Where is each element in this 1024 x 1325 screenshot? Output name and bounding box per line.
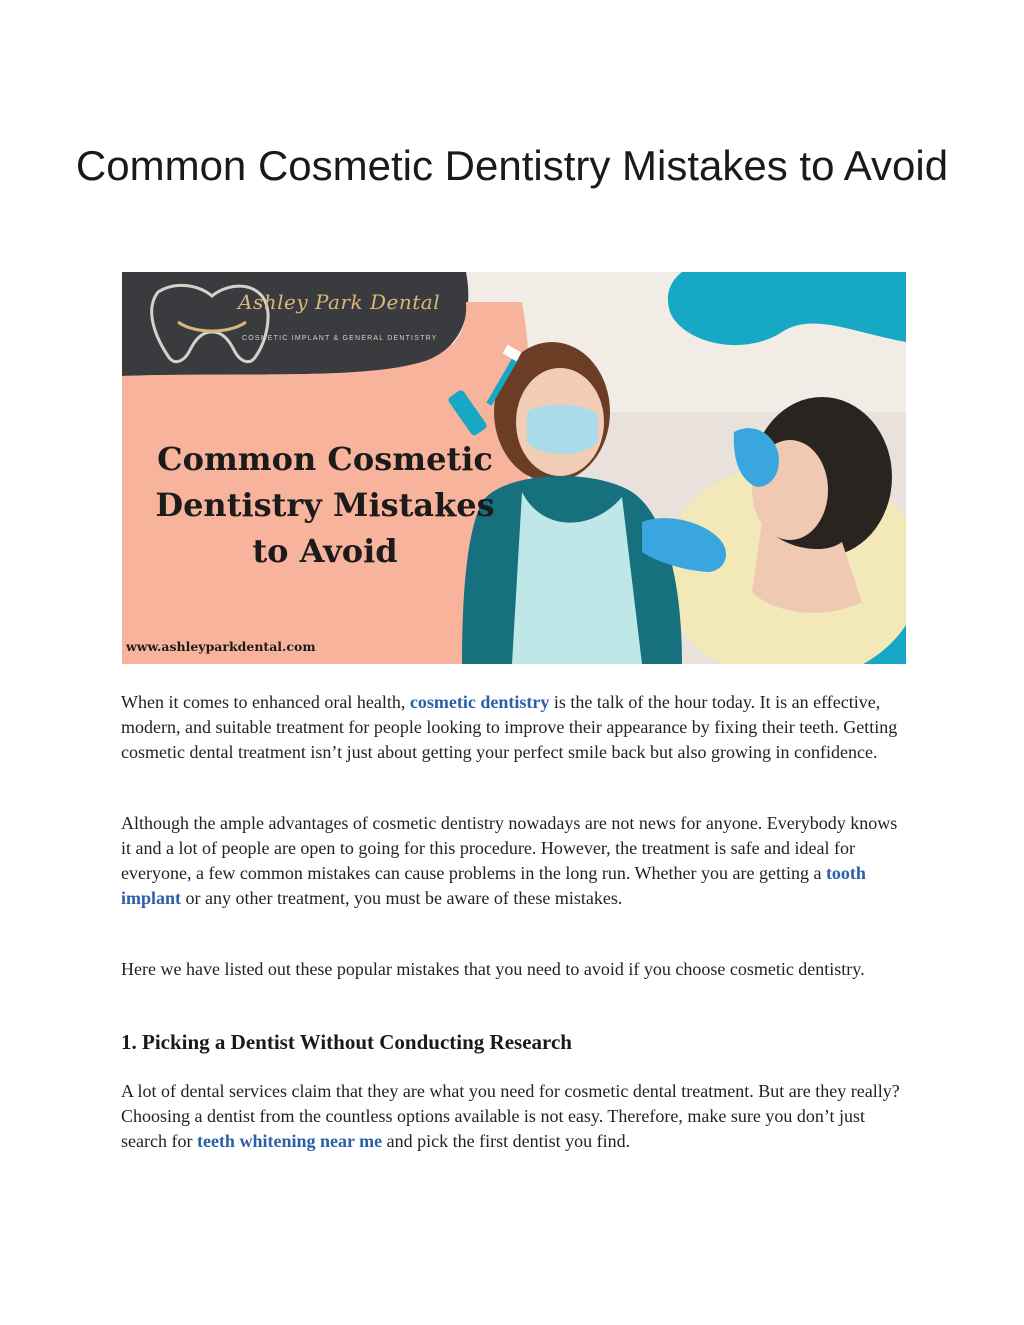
brand-name: Ashley Park Dental xyxy=(238,290,441,314)
paragraph-text: and pick the first dentist you find. xyxy=(382,1131,631,1151)
research-paragraph xyxy=(121,1079,911,1154)
intro-paragraph xyxy=(121,690,911,765)
paragraph-text: When it comes to enhanced oral health, xyxy=(121,692,410,712)
teeth-whitening-link[interactable]: teeth whitening near me xyxy=(196,1131,383,1151)
section-heading-1: 1. Picking a Dentist Without Conducting Research xyxy=(121,1030,572,1054)
tooth-implant-link[interactable]: tooth implant xyxy=(121,863,866,908)
banner-url: www.ashleyparkdental.com xyxy=(126,639,316,654)
paragraph-text: Although the ample advantages of cosmetic dentistry nowadays are not news for anyone. Everybody knows it and a lot of people are open to going for this procedure. However, the treatment is safe and ideal for everyone, a few common mistakes can cause problems in the long run. Whether you are getting a xyxy=(121,813,898,883)
paragraph-text: is the talk of the hour today. It is an effective, modern, and suitable treatment for people looking to improve their appearance by fixing their teeth. Getting cosmetic dental treatment isn’t just about getting your perfect smile back but also growing in confidence. xyxy=(121,692,898,762)
banner-headline: Common Cosmetic Dentistry Mistakes to Avoid xyxy=(155,440,495,570)
list-intro-paragraph: Here we have listed out these popular mistakes that you need to avoid if you choose cosmetic dentistry. xyxy=(121,959,865,979)
cosmetic-dentistry-link[interactable]: cosmetic dentistry xyxy=(409,692,550,712)
page-title: Common Cosmetic Dentistry Mistakes to Avoid xyxy=(75,142,949,189)
paragraph-text: A lot of dental services claim that they are what you need for cosmetic dental treatment. But are they really? Choosing a dentist from the countless options available is not easy. Therefore, make sure you don’t just search for xyxy=(121,1081,900,1151)
advantages-paragraph xyxy=(121,811,911,911)
brand-tagline: COSMETIC IMPLANT & GENERAL DENTISTRY xyxy=(242,335,438,342)
paragraph-text: or any other treatment, you must be aware of these mistakes. xyxy=(181,888,623,908)
